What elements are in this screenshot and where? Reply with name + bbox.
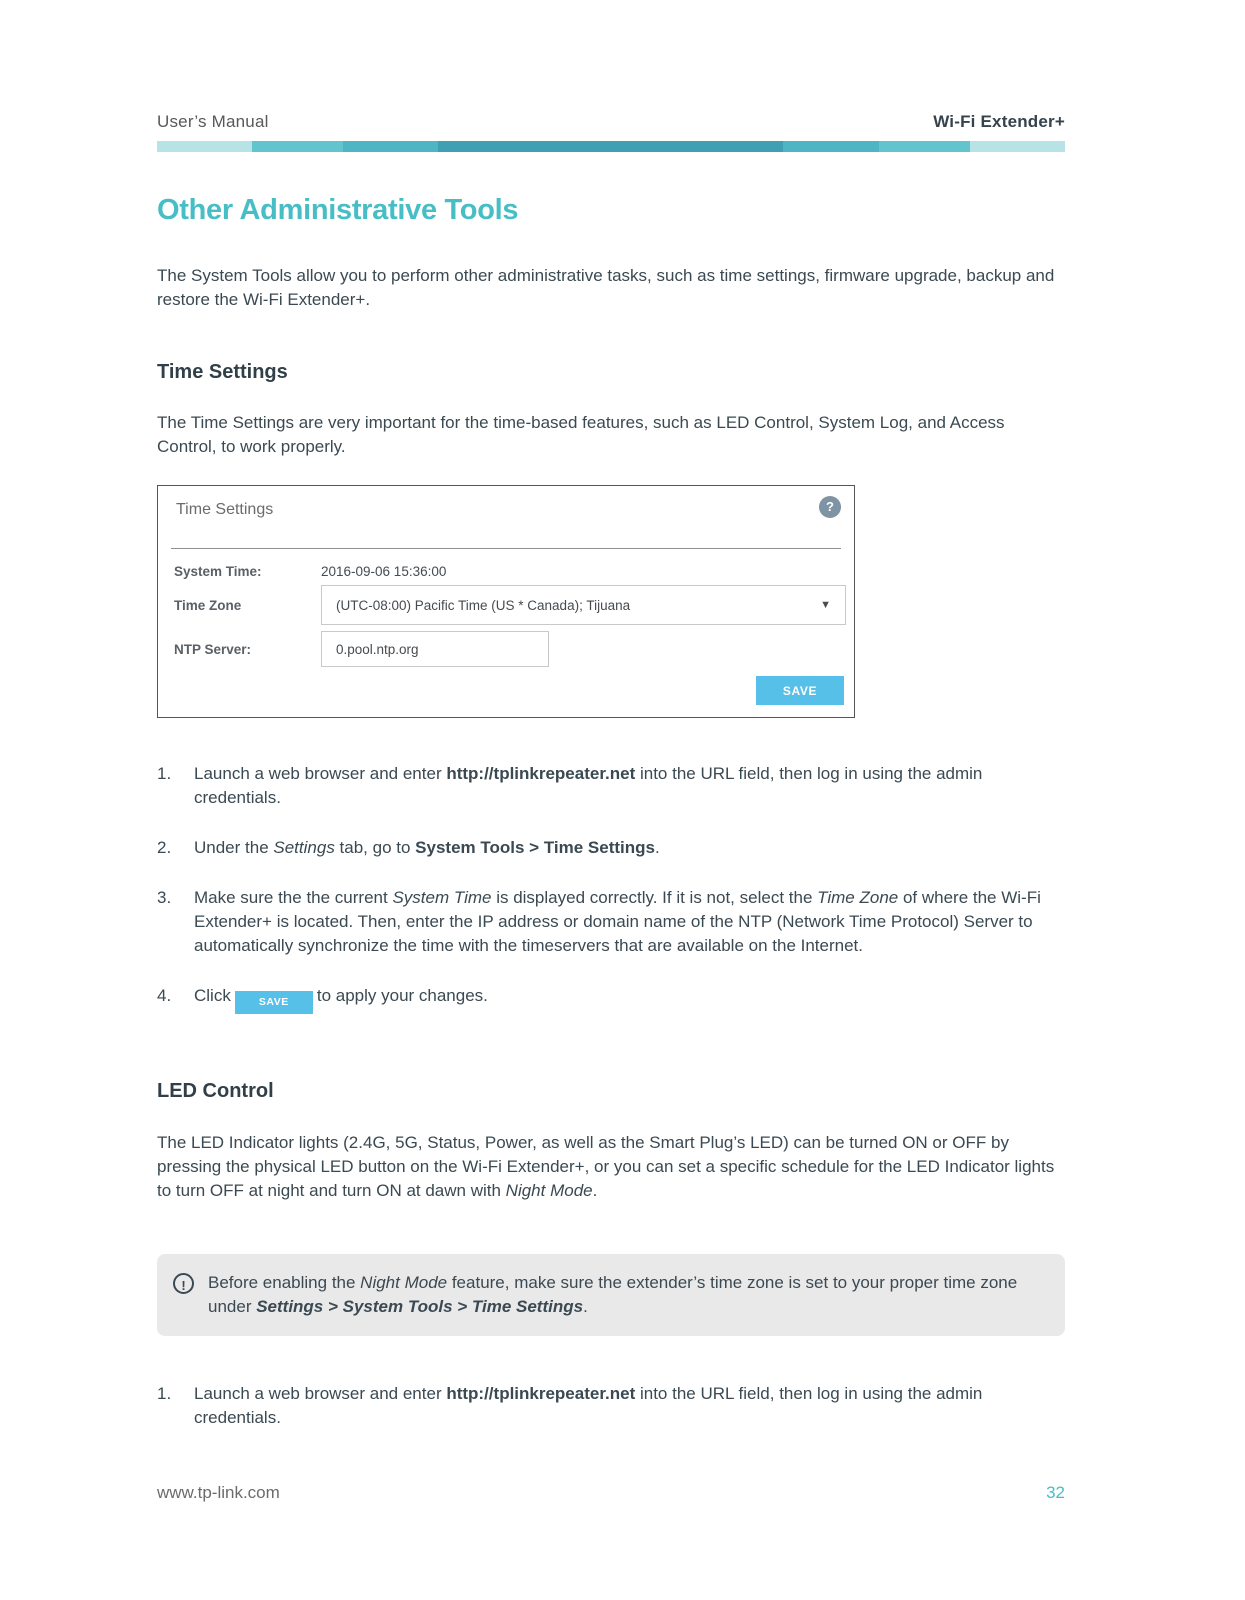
note-box [157,1254,1065,1336]
system-time-value: 2016-09-06 15:36:00 [321,564,447,579]
footer-site-url: www.tp-link.com [157,1483,280,1502]
intro-paragraph: The System Tools allow you to perform other administrative tasks, such as time settings, firmware upgrade, backup and restore the Wi-Fi Extender+. [157,266,1055,309]
header-bar-segment [343,141,438,152]
inline-save-button-illustration: SAVE [235,991,313,1014]
led-control-description: The LED Indicator lights (2.4G, 5G, Status, Power, as well as the Smart Plug’s LED) can be turned ON or OFF by pressing the physical LED button on the Wi-Fi Extender+, or you can set a specific schedule for the LED Indicator lights to turn OFF at night and turn ON at dawn with Night Mode. [157,1133,1055,1200]
header-bar-segment [879,141,970,152]
footer-page-number: 32 [1046,1483,1065,1502]
header-right-title: Wi-Fi Extender+ [933,112,1065,131]
system-time-label: System Time: [174,564,262,579]
panel-title: Time Settings [176,501,274,518]
ntp-server-input[interactable] [321,631,549,667]
list-item [157,836,1065,860]
list-item [157,762,1065,810]
section-heading-time-settings: Time Settings [157,361,288,383]
time-settings-steps [157,762,1065,1014]
header-accent-bar [157,141,1065,152]
time-zone-select[interactable] [321,585,846,625]
page-title: Other Administrative Tools [157,194,519,226]
step-text: Make sure the the current System Time is displayed correctly. If it is not, select the Time Zone of where the Wi-Fi Extender+ is located. Then, enter the IP address or domain name of the NTP (Network Time Protocol) Server to automatically synchronize the time with the timeservers that are available on the Internet. [194,888,1041,955]
time-settings-description: The Time Settings are very important for the time-based features, such as LED Control, System Log, and Access Control, to work properly. [157,413,1005,456]
time-settings-screenshot-panel [157,485,855,718]
step-text: Under the Settings tab, go to System Tools > Time Settings. [194,838,660,857]
page-footer [157,1483,1065,1503]
header-bar-segment [783,141,878,152]
step-text: Launch a web browser and enter http://tplinkrepeater.net into the URL field, then log in using the admin credentials. [194,1384,983,1427]
help-icon[interactable]: ? [819,496,841,518]
time-zone-selected-value: (UTC-08:00) Pacific Time (US * Canada); Tijuana [336,597,631,613]
header-bar-segment [252,141,343,152]
list-item [157,1382,1065,1430]
step-number: 1. [157,1384,172,1403]
save-button[interactable]: SAVE [756,676,844,705]
panel-divider [171,548,841,549]
alert-icon: ! [173,1273,194,1294]
step-number: 2. [157,838,172,857]
page-header [157,0,1065,132]
header-bar-segment [970,141,1065,152]
header-left-title: User’s Manual [157,112,269,131]
header-bar-segment [157,141,252,152]
list-item [157,886,1065,958]
step-text: Launch a web browser and enter http://tplinkrepeater.net into the URL field, then log in using the admin credentials. [194,764,983,807]
section-heading-led-control: LED Control [157,1080,274,1102]
chevron-down-icon: ▼ [820,599,831,611]
step-number: 3. [157,888,172,907]
header-bar-segment [438,141,783,152]
time-zone-label: Time Zone [174,598,242,613]
step-number: 1. [157,764,172,783]
led-control-steps [157,1382,1065,1430]
note-text: Before enabling the Night Mode feature, make sure the extender’s time zone is set to your proper time zone under Settings > System Tools > Time Settings. [208,1273,1018,1316]
list-item [157,984,1065,1014]
step-text: Click SAVE to apply your changes. [194,984,488,1014]
step-number: 4. [157,986,172,1005]
ntp-server-label: NTP Server: [174,642,252,657]
